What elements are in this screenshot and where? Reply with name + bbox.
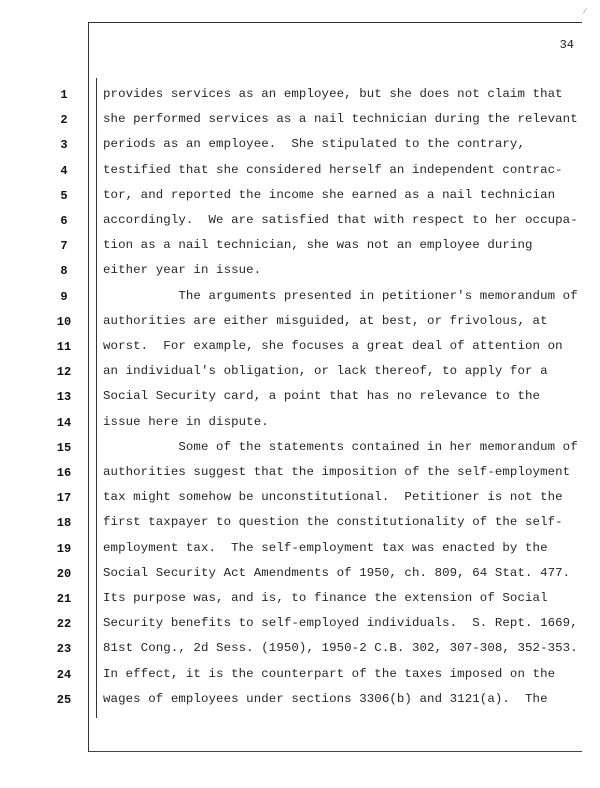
line-number: 11 [56,340,72,354]
text-line: issue here in dispute. [103,414,269,429]
text-line: wages of employees under sections 3306(b) and 3121(a). The [103,691,548,706]
text-line: employment tax. The self-employment tax was enacted by the [103,540,548,555]
line-number: 16 [56,466,72,480]
text-line: tax might somehow be unconstitutional. Petitioner is not the [103,490,563,505]
line-number: 23 [56,642,72,657]
line-number: 10 [56,314,72,329]
text-line: authorities suggest that the imposition of the self-employment [103,465,571,479]
text-line: In effect, it is the counterpart of the taxes imposed on the [103,666,556,681]
line-number: 21 [56,592,72,606]
line-number: 6 [60,214,68,228]
text-line: Security benefits to self-employed individuals. S. Rept. 1669, [103,616,578,631]
line-number: 18 [56,516,72,531]
text-line: provides services as an employee, but she does not claim that [103,87,563,101]
line-number: 4 [60,163,68,178]
line-number: 8 [60,264,68,279]
line-number: 5 [60,188,68,203]
line-number: 3 [60,138,68,153]
text-line: The arguments presented in petitioner's memorandum of [103,288,578,303]
line-number: 22 [56,617,72,632]
text-line: Social Security card, a point that has no relevance to the [103,389,541,404]
line-number: 25 [56,692,72,707]
line-number: 9 [60,289,68,304]
line-number: 1 [60,88,68,102]
line-number: 7 [60,239,68,254]
line-number: 17 [56,491,72,506]
line-number: 2 [60,113,68,128]
text-line: she performed services as a nail technician during the relevant [103,112,578,127]
text-line: an individual's obligation, or lack thereof, to apply for a [103,364,548,379]
line-number: 12 [56,365,72,380]
text-line: worst. For example, she focuses a great deal of attention on [103,339,563,353]
text-line: first taxpayer to question the constitutionality of the self- [103,515,563,530]
line-number: 13 [56,390,72,405]
line-number: 20 [56,566,72,581]
margin-rule [96,78,97,718]
line-number: 15 [56,440,72,455]
text-line: tion as a nail technician, she was not an employee during [103,238,533,253]
text-line: testified that she considered herself an independent contrac- [103,162,563,177]
page-number: 34 [559,38,574,52]
line-number: 14 [56,415,72,430]
text-line: periods as an employee. She stipulated to the contrary, [103,137,525,152]
text-line: 81st Cong., 2d Sess. (1950), 1950-2 C.B. 302, 307-308, 352-353. [103,641,578,656]
line-number: 24 [56,667,72,682]
text-line: either year in issue. [103,263,262,278]
text-line: authorities are either misguided, at best, or frivolous, at [103,313,548,328]
text-line: accordingly. We are satisfied that with respect to her occupa- [103,213,578,227]
text-line: Its purpose was, and is, to finance the extension of Social [103,591,548,605]
scan-mark [578,5,587,14]
line-number: 19 [56,541,72,556]
text-line: tor, and reported the income she earned as a nail technician [103,187,556,202]
text-line: Social Security Act Amendments of 1950, ch. 809, 64 Stat. 477. [103,565,571,580]
text-line: Some of the statements contained in her memorandum of [103,439,578,454]
